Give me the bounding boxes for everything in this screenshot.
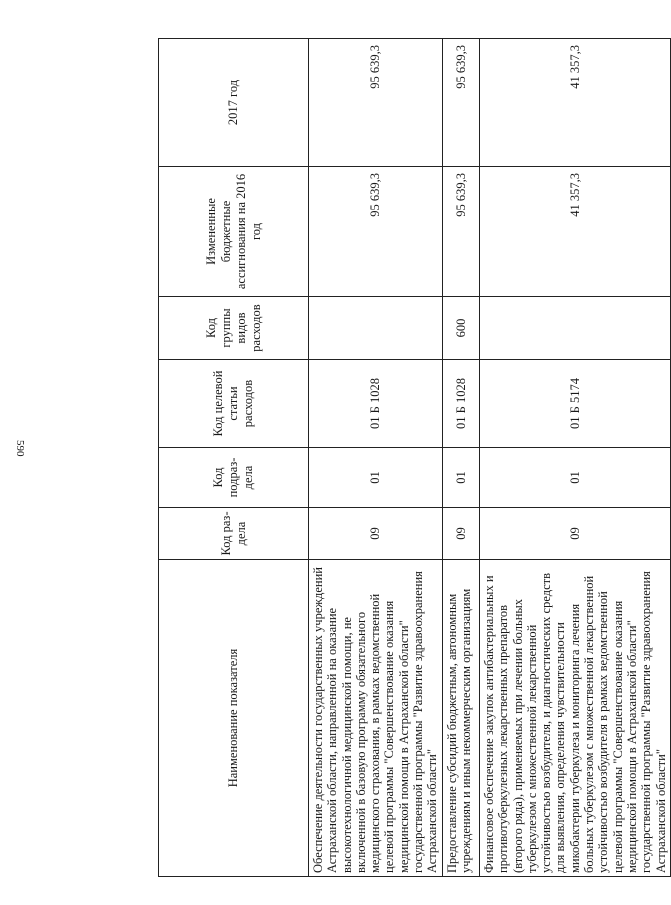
table-header-row (159, 39, 309, 877)
column-header: Измененные бюджетные ассигнования на 2016 год (159, 167, 309, 297)
budget-table-container (158, 39, 668, 877)
row-name: Предоставление субсидий бюджетным, автономным учреждениям и иным некоммерческим организациям (443, 560, 480, 877)
target-code: 01 Б 5174 (480, 360, 671, 448)
column-header: Код раз-дела (159, 508, 309, 560)
amount-2017: 95 639,3 (443, 39, 480, 167)
section-code: 09 (443, 508, 480, 560)
group-code (309, 297, 443, 360)
row-name: Финансовое обеспечение закупок антибактериальных и противотуберкулезных лекарственных препаратов (второго ряда), применяемых при лечении больных туберкулезом с множественной лекарственной устойчивостью возбудителя, и диагностических средств для выявления, определения чувствительности микобактерии туберкулеза и мониторинга лечения больных туберкулезом с множественной лекарственной устойчивостью возбудителя в рамках ведомственной целевой программы "Совершенствование оказания медицинской помощи в Астраханской области" государственной программы "Развитие здравоохранения Астраханской области" (480, 560, 671, 877)
amount-2016: 95 639,3 (309, 167, 443, 297)
amount-2017: 95 639,3 (309, 39, 443, 167)
table-row (443, 39, 480, 877)
column-header: Код целевой статьи расходов (159, 360, 309, 448)
column-header: Наименование показателя (159, 560, 309, 877)
page-number: 590 (14, 440, 26, 457)
group-code: 600 (443, 297, 480, 360)
subsection-code: 01 (480, 448, 671, 508)
amount-2016: 95 639,3 (443, 167, 480, 297)
amount-2016: 41 357,3 (480, 167, 671, 297)
group-code (480, 297, 671, 360)
subsection-code: 01 (309, 448, 443, 508)
column-header: Код подраз-дела (159, 448, 309, 508)
column-header: 2017 год (159, 39, 309, 167)
budget-table (158, 38, 671, 877)
section-code: 09 (480, 508, 671, 560)
table-row (480, 39, 671, 877)
target-code: 01 Б 1028 (309, 360, 443, 448)
table-row (309, 39, 443, 877)
section-code: 09 (309, 508, 443, 560)
column-header: Код группы видов расходов (159, 297, 309, 360)
amount-2017: 41 357,3 (480, 39, 671, 167)
subsection-code: 01 (443, 448, 480, 508)
row-name: Обеспечение деятельности государственных учреждений Астраханской области, направленной на оказание высокотехнологичной медицинской помощи, не включенной в базовую программу обязательного медицинского страхования, в рамках ведомственной целевой программы "Совершенствование оказания медицинской помощи в Астраханской области" государственной программы "Развитие здравоохранения Астраханской области" (309, 560, 443, 877)
target-code: 01 Б 1028 (443, 360, 480, 448)
